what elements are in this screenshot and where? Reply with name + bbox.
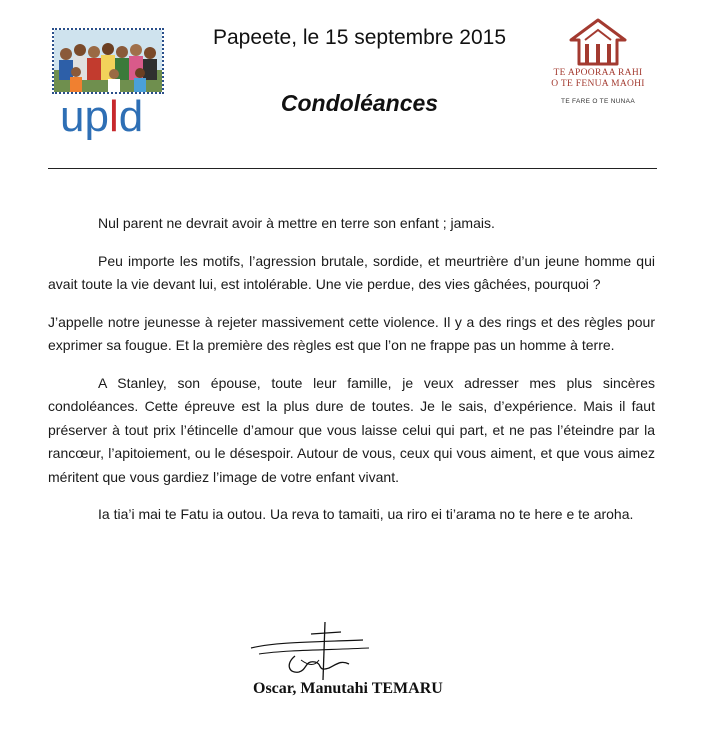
assembly-subtitle: TE FARE O TE NUNAA	[561, 98, 635, 105]
upld-prefix: up	[60, 92, 109, 141]
paragraph-1: Nul parent ne devrait avoir à mettre en terre son enfant ; jamais.	[98, 215, 495, 231]
assembly-logo	[543, 18, 653, 118]
page-title: Condoléances	[280, 90, 439, 116]
upld-heart-letter: l	[108, 92, 119, 141]
assembly-name-line2: O TE FENUA MAOHI	[551, 79, 645, 89]
assembly-name-line1: TE APOORAA RAHI	[553, 68, 643, 78]
date-line: Papeete, le 15 septembre 2015	[212, 26, 507, 49]
signer-name: Oscar, Manutahi TEMARU	[253, 680, 443, 697]
letter-body	[48, 212, 655, 541]
paragraph-3: J’appelle notre jeunesse à rejeter massivement cette violence. Il y a des rings et des règles pour exprimer sa fougue. Et la première des règles est que l’on ne frappe pas un homme à terre.	[48, 313, 655, 353]
paragraph-5: Ia tia’i mai te Fatu ia outou. Ua reva to tamaiti, ua riro ei ti’arama no te here e te aroha.	[98, 506, 634, 522]
paragraph-2: Peu importe les motifs, l’agression brutale, sordide, et meurtrière d’un jeune homme qui avait toute la vie devant lui, est intolérable. Une vie perdue, des vies gâchées, pourquoi ?	[48, 252, 655, 292]
paragraph-4: A Stanley, son épouse, toute leur famille, je veux adresser mes plus sincères condoléances. Cette épreuve est la plus dure de toutes. Je le sais, d’expérience. Mais il faut préserver à tout prix l’étincelle d’amour que vous laisse celui qui part, et ne pas l’éteindre par la rancœur, l’apitoiement, ou le désespoir. Autour de vous, ceux qui vous aiment, et que vous aimez méritent que vous gardiez l’image de votre enfant vivant.	[48, 374, 655, 485]
assembly-building-icon	[569, 18, 627, 68]
header-divider	[48, 168, 657, 169]
upld-suffix: d	[118, 92, 144, 141]
